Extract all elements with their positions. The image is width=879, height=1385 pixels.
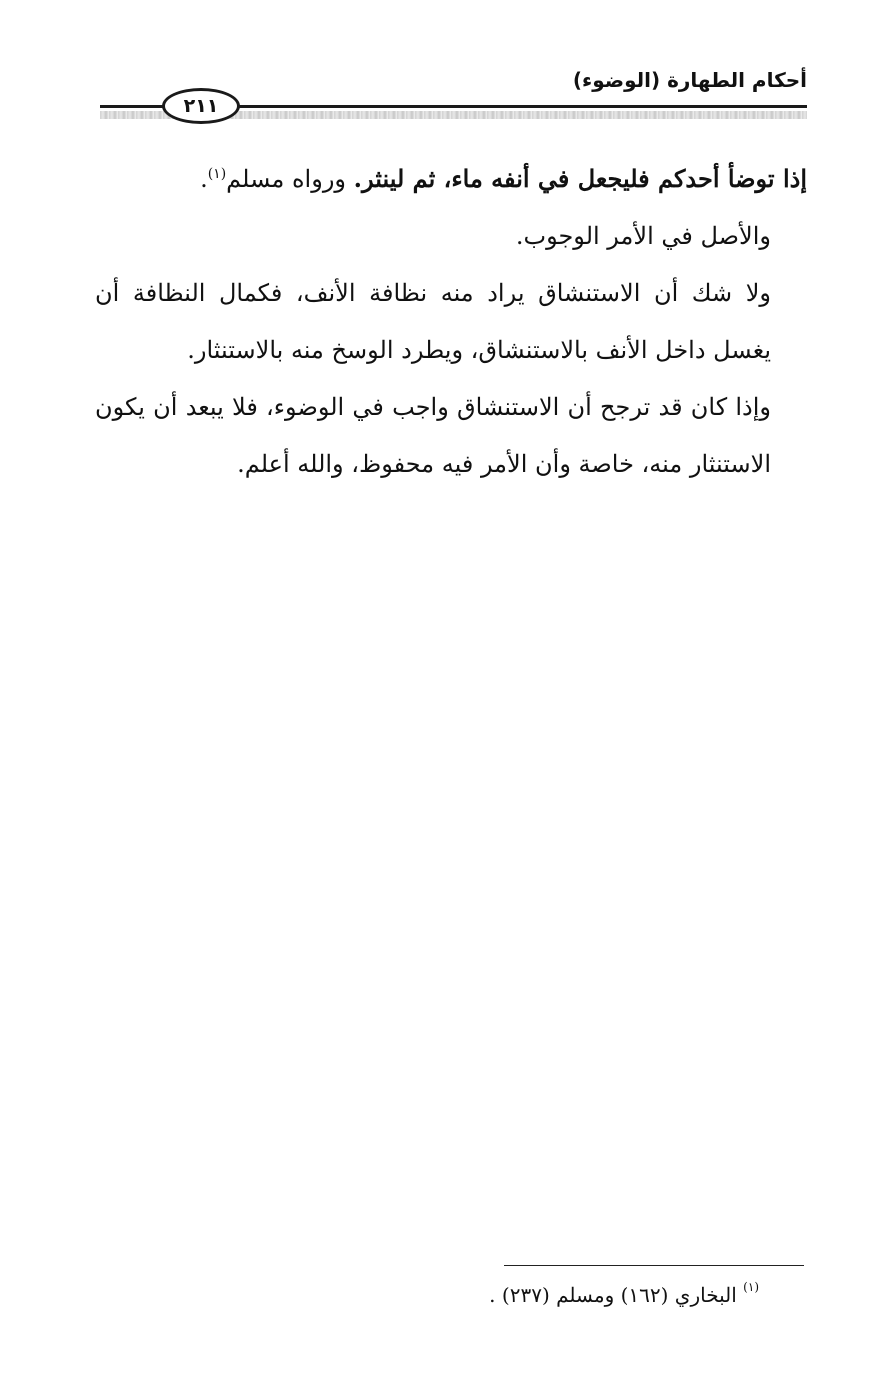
footnote xyxy=(489,1280,759,1307)
footnote-text: البخاري (١٦٢) ومسلم (٢٣٧) . xyxy=(489,1283,744,1307)
paragraph-hadith xyxy=(95,150,807,208)
hadith-source: ورواه مسلم xyxy=(226,165,354,193)
page-number-badge xyxy=(162,88,240,124)
footnote-marker: (١) xyxy=(743,1280,759,1294)
paragraph-cleanliness: ولا شك أن الاستنشاق يراد منه نظافة الأنف، فكمال النظافة أن يغسل داخل الأنف بالاستنشاق، ويطرد الوسخ منه بالاستنثار. xyxy=(95,279,771,364)
running-title: أحكام الطهارة (الوضوء) xyxy=(572,68,807,92)
hadith-ending: . xyxy=(200,165,208,193)
footnote-reference: (١) xyxy=(207,166,227,182)
footnote-separator xyxy=(504,1265,804,1266)
page-header xyxy=(0,0,879,140)
hadith-quote: إذا توضأ أحدكم فليجعل في أنفه ماء، ثم لينثر. xyxy=(353,164,807,193)
main-text xyxy=(95,150,807,493)
paragraph-principle: والأصل في الأمر الوجوب. xyxy=(515,222,771,250)
page-number: ٢١١ xyxy=(183,95,219,117)
paragraph-conclusion: وإذا كان قد ترجح أن الاستنشاق واجب في الوضوء، فلا يبعد أن يكون الاستنثار منه، خاصة وأن الأمر فيه محفوظ، والله أعلم. xyxy=(95,393,771,478)
